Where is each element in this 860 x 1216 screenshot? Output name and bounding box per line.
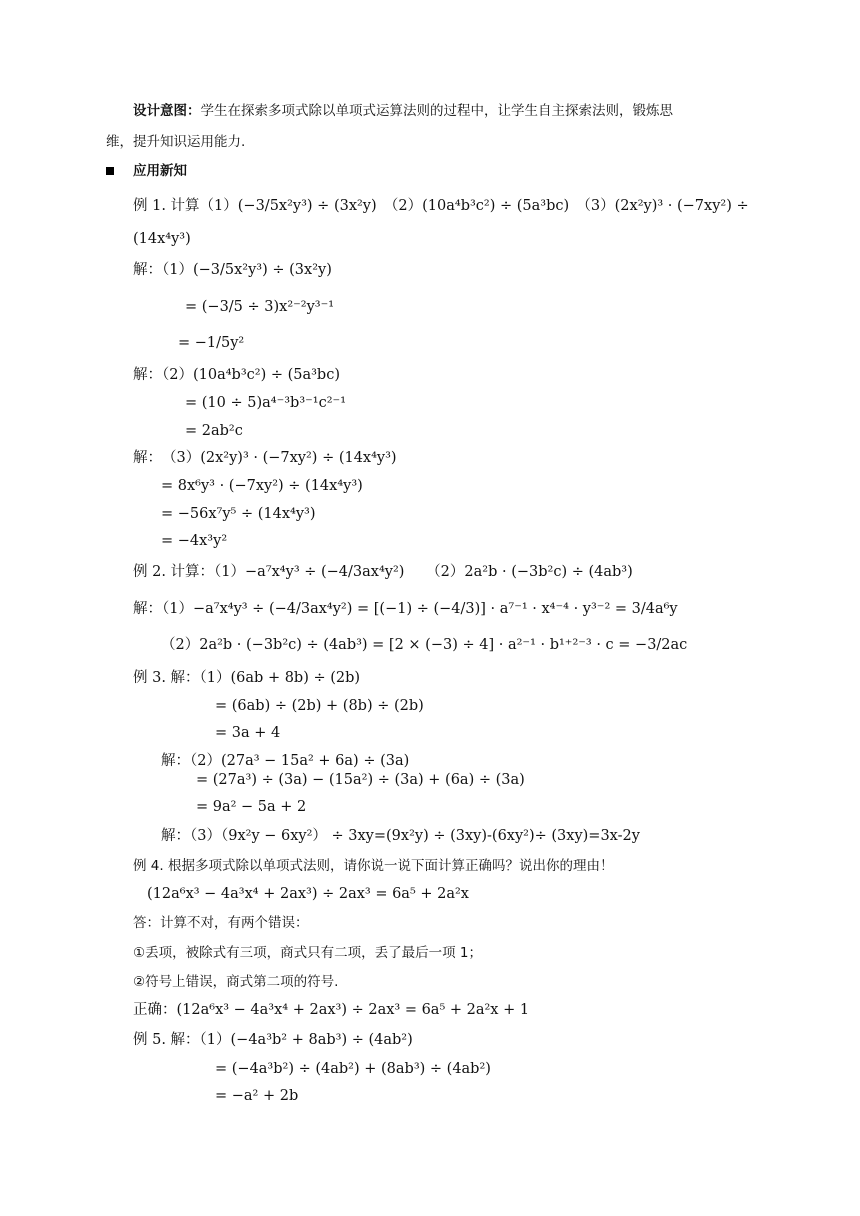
example-3-solution-1-line: = (6ab) ÷ (2b) + (8b) ÷ (2b) — [215, 698, 424, 714]
section-title: 应用新知 — [133, 163, 187, 179]
example-1-solution-2-line: = 2ab²c — [185, 423, 243, 439]
example-1-solution-1-line: = −1/5y² — [178, 335, 245, 351]
example-1-solution-2-line: = (10 ÷ 5)a⁴⁻³b³⁻¹c²⁻¹ — [185, 395, 347, 411]
design-intent-text-1: 学生在探索多项式除以单项式运算法则的过程中，让学生自主探索法则，锻炼思 — [200, 103, 673, 119]
example-4-error-2: ②符号上错误，商式第二项的符号. — [133, 974, 339, 990]
example-2-solution-1: 解：（1）−a⁷x⁴y³ ÷ (−4/3ax⁴y²) = [(−1) ÷ (−4/3)] · a⁷⁻¹ · x⁴⁻⁴ · y³⁻² = 3/4a⁶y — [133, 601, 678, 617]
example-4-error-1: ①丢项，被除式有三项，商式只有二项，丢了最后一项 1； — [133, 945, 482, 961]
example-1-solution-1-line: = (−3/5 ÷ 3)x²⁻²y³⁻¹ — [185, 299, 335, 315]
example-5-line: = (−4a³b²) ÷ (4ab²) + (8ab³) ÷ (4ab²) — [215, 1061, 491, 1077]
example-4-expression: (12a⁶x³ − 4a³x⁴ + 2ax³) ÷ 2ax³ = 6a⁵ + 2a²x — [147, 886, 469, 902]
example-5-line: 例 5. 解：（1）(−4a³b² + 8ab³) ÷ (4ab²) — [133, 1032, 413, 1048]
design-intent-line-2: 维，提升知识运用能力. — [106, 134, 246, 150]
square-bullet-icon — [106, 167, 114, 175]
example-3-solution-2-line: = (27a³) ÷ (3a) − (15a²) ÷ (3a) + (6a) ÷ (3a) — [196, 772, 525, 788]
example-3-solution-2-line: = 9a² − 5a + 2 — [196, 799, 307, 815]
design-intent-label: 设计意图： — [133, 103, 201, 119]
example-1-solution-1-line: 解：（1）(−3/5x²y³) ÷ (3x²y) — [133, 262, 332, 278]
example-1-solution-3-line: = −4x³y² — [161, 533, 228, 549]
example-2-question: 例 2. 计算：（1）−a⁷x⁴y³ ÷ (−4/3ax⁴y²) （2）2a²b · (−3b²c) ÷ (4ab³) — [133, 564, 633, 580]
design-intent-line-1 — [133, 101, 673, 121]
example-1-solution-3-line: = 8x⁶y³ · (−7xy²) ÷ (14x⁴y³) — [161, 478, 363, 494]
example-1-solution-3-line: 解： （3）(2x²y)³ · (−7xy²) ÷ (14x⁴y³) — [133, 450, 397, 466]
example-5-line: = −a² + 2b — [215, 1088, 299, 1104]
example-1-question: 例 1. 计算（1）(−3/5x²y³) ÷ (3x²y) （2）(10a⁴b³c²) ÷ (5a³bc) （3）(2x²y)³ · (−7xy²) ÷ — [133, 198, 749, 214]
example-4-answer: 答：计算不对，有两个错误： — [133, 915, 309, 931]
example-1-solution-3-line: = −56x⁷y⁵ ÷ (14x⁴y³) — [161, 506, 316, 522]
example-2-solution-2: （2）2a²b · (−3b²c) ÷ (4ab³) = [2 × (−3) ÷ 4] · a²⁻¹ · b¹⁺²⁻³ · c = −3/2ac — [161, 637, 688, 653]
example-3-solution-2-line: 解：（2）(27a³ − 15a² + 6a) ÷ (3a) — [161, 753, 410, 769]
example-1-question-cont: (14x⁴y³) — [133, 231, 191, 247]
example-3-solution-1-line: 例 3. 解：（1）(6ab + 8b) ÷ (2b) — [133, 670, 361, 686]
example-3-solution-1-line: = 3a + 4 — [215, 725, 281, 741]
example-3-solution-3: 解：（3）（9x²y − 6xy²） ÷ 3xy=(9x²y) ÷ (3xy)-(6xy²)÷ (3xy)=3x-2y — [161, 828, 640, 844]
example-4-question: 例 4. 根据多项式除以单项式法则，请你说一说下面计算正确吗？说出你的理由！ — [133, 858, 614, 874]
example-1-solution-2-line: 解：（2）(10a⁴b³c²) ÷ (5a³bc) — [133, 367, 340, 383]
example-4-correct: 正确：(12a⁶x³ − 4a³x⁴ + 2ax³) ÷ 2ax³ = 6a⁵ + 2a²x + 1 — [133, 1002, 530, 1018]
